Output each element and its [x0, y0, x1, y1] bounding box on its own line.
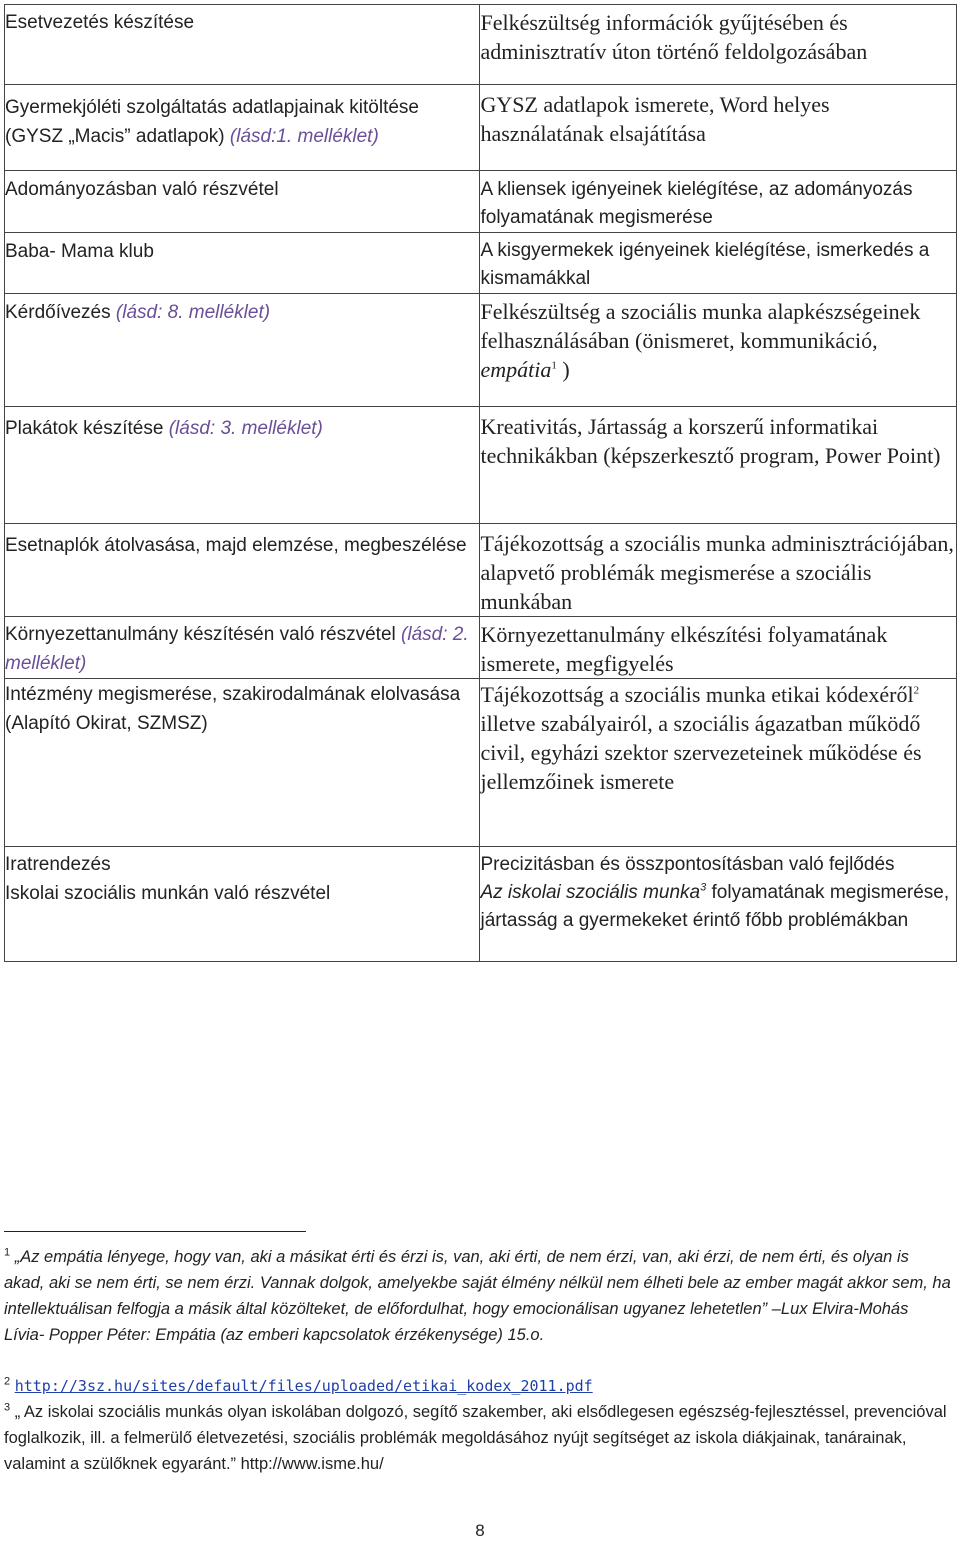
- competence-cell: [480, 233, 957, 294]
- table-row: [5, 617, 957, 679]
- activity-text: Esetvezetés készítése: [5, 12, 195, 33]
- annex-reference: (lásd: 2. melléklet): [5, 624, 469, 674]
- activity-text: Baba- Mama klub: [5, 241, 154, 262]
- activity-cell: [5, 679, 480, 847]
- activity-text: Kérdőívezés (lásd: 8. melléklet): [5, 302, 271, 323]
- competence-text: GYSZ adatlapok ismerete, Word helyes használatának elsajátítása: [480, 92, 830, 146]
- competence-cell: [480, 524, 957, 617]
- table-row: [5, 847, 957, 962]
- annex-reference: (lásd: 8. melléklet): [115, 302, 271, 323]
- page-number: 8: [475, 1521, 485, 1540]
- activity-cell: [5, 233, 480, 294]
- table-row: [5, 85, 957, 171]
- footnote-ref[interactable]: 1: [551, 359, 557, 372]
- competence-text: Tájékozottság a szociális munka adminisztrációjában, alapvető problémák megismerése a szociális munkában: [480, 531, 954, 614]
- activity-text: Esetnaplók átolvasása, majd elemzése, megbeszélése: [5, 535, 467, 556]
- table-row: [5, 407, 957, 524]
- activity-cell: [5, 171, 480, 233]
- competence-cell: [480, 617, 957, 679]
- activity-cell: [5, 407, 480, 524]
- activity-text: Adományozásban való részvétel: [5, 179, 279, 200]
- table-row: [5, 233, 957, 294]
- competence-text: Felkészültség a szociális munka alapkészségeinek felhasználásában (önismeret, kommunikáció, empátia$^1$ ): [480, 299, 921, 382]
- footnote-2: $^2$ http://3sz.hu/sites/default/files/uploaded/etikai_kodex_2011.pdf: [4, 1375, 593, 1395]
- footnote-1: $^1$ „Az empátia lényege, hogy van, aki a másikat érti és érzi is, van, aki érti, de nem érzi, van, aki érzi, de nem érti, és olyan is akad, aki se nem érti, se nem érzi. Vannak dolgok, amelyekbe saját élmény nélkül nem élheti bele az ember magát akkor sem, ha intellektuálisan felfogja a másik által közölteket, de előfordulhat, hogy emocionálisan ugyanez lehetetlen” –Lux Elvira-Mohás Lívia- Popper Péter: Empátia (az emberi kapcsolatok érzékenysége) 15.o.: [4, 1246, 951, 1344]
- activity-cell: [5, 524, 480, 617]
- competence-text: Felkészültség információk gyűjtésében és adminisztratív úton történő feldolgozásában: [480, 10, 868, 64]
- competence-text: Tájékozottság a szociális munka etikai kódexéről$^2$ illetve szabályairól, a szociális ágazatban működő civil, egyházi szektor szervezeteinek működése és jellemzőinek ismerete: [480, 682, 922, 794]
- activity-cell: [5, 294, 480, 407]
- activity-text: Intézmény megismerése, szakirodalmának elolvasása (Alapító Okirat, SZMSZ): [5, 684, 461, 734]
- table-row: [5, 5, 957, 85]
- competence-text: A kliensek igényeinek kielégítése, az adományozás folyamatának megismerése: [480, 179, 913, 228]
- activity-cell: [5, 617, 480, 679]
- table-row: [5, 524, 957, 617]
- table-row: [5, 171, 957, 233]
- competence-cell: [480, 85, 957, 171]
- competence-cell: [480, 5, 957, 85]
- activity-text: Iskolai szociális munkán való részvétel: [5, 883, 331, 904]
- activity-cell: [5, 5, 480, 85]
- competence-text: Kreativitás, Jártasság a korszerű informatikai technikákban (képszerkesztő program, Power Point): [480, 414, 941, 468]
- activity-cell: [5, 847, 480, 962]
- annex-reference: (lásd:1. melléklet): [229, 126, 379, 147]
- activity-text: Plakátok készítése (lásd: 3. melléklet): [5, 418, 323, 439]
- activities-table: [4, 4, 957, 962]
- table-row: [5, 294, 957, 407]
- competence-cell: [480, 407, 957, 524]
- competence-text: Precizitásban és összpontosításban való fejlődés: [480, 854, 895, 875]
- footnote-link[interactable]: http://3sz.hu/sites/default/files/uploaded/etikai_kodex_2011.pdf: [14, 1377, 593, 1395]
- competence-text: Környezettanulmány elkészítési folyamatának ismerete, megfigyelés: [480, 622, 888, 676]
- competence-cell: [480, 294, 957, 407]
- table-row: [5, 679, 957, 847]
- competence-text: Az iskolai szociális munka$^3$ folyamatának megismerése, jártasság a gyermekeket érintő főbb problémákban: [480, 881, 950, 931]
- footnote-ref[interactable]: 2: [913, 684, 920, 697]
- footnote-ref[interactable]: 3: [700, 881, 707, 894]
- competence-cell: [480, 847, 957, 962]
- activity-cell: [5, 85, 480, 171]
- competence-text: A kisgyermekek igényeinek kielégítése, ismerkedés a kismamákkal: [480, 240, 930, 289]
- annex-reference: (lásd: 3. melléklet): [168, 418, 323, 439]
- activity-text: Iratrendezés: [5, 854, 111, 875]
- activity-text: Környezettanulmány készítésén való részvétel (lásd: 2. melléklet): [5, 624, 469, 674]
- competence-cell: [480, 171, 957, 233]
- competence-cell: [480, 679, 957, 847]
- footnote-3: $^3$ „ Az iskolai szociális munkás olyan iskolában dolgozó, segítő szakember, aki elsődlegesen egészség-fejlesztéssel, prevencióval foglalkozik, ill. a felmerülő életvezetési, szociális problémák megoldásához nyújt segítséget az iskola diákjainak, tanárainak, valamint a szülőknek egyaránt.” http://www.isme.hu/: [4, 1401, 947, 1473]
- footnote-separator: [4, 1231, 306, 1232]
- activity-text: Gyermekjóléti szolgáltatás adatlapjainak kitöltése (GYSZ „Macis” adatlapok) (lásd:1. melléklet): [5, 97, 419, 147]
